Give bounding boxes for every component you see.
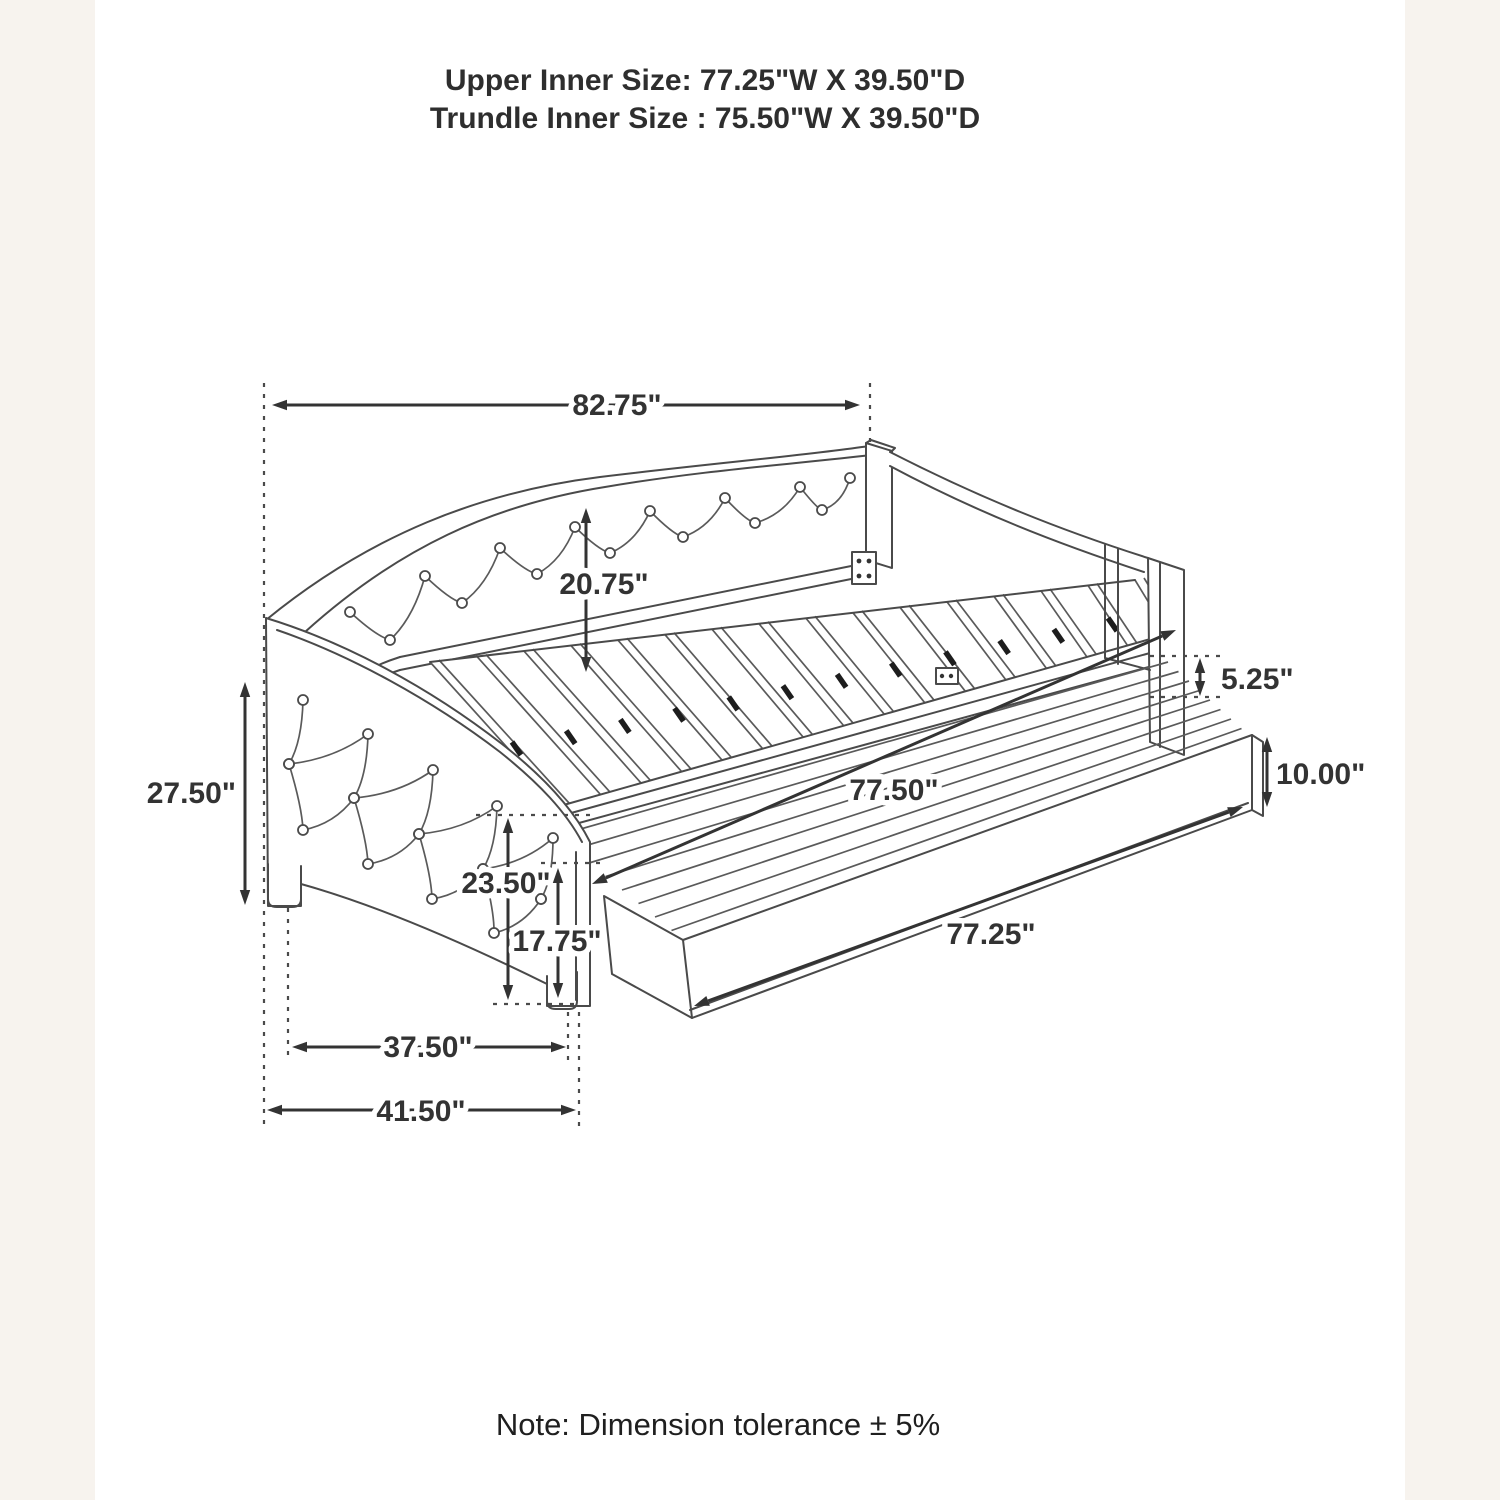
dimension-arm-depth bbox=[292, 1031, 566, 1064]
dim-label-overall-depth: 41.50" bbox=[376, 1095, 466, 1128]
dim-label-arm-front-height: 23.50" bbox=[461, 867, 551, 900]
dim-label-trundle-height: 10.00" bbox=[1276, 758, 1366, 791]
dim-label-arm-front-lower-height: 17.75" bbox=[512, 925, 602, 958]
dim-label-back-height: 20.75" bbox=[559, 568, 649, 601]
dimension-trundle-height bbox=[1262, 737, 1365, 807]
dim-label-overall-width: 82.75" bbox=[572, 389, 662, 422]
tolerance-note: Note: Dimension tolerance ± 5% bbox=[495, 1407, 941, 1442]
dim-label-arm-depth: 37.50" bbox=[383, 1031, 473, 1064]
bracket-plate bbox=[852, 552, 876, 584]
dim-label-inner-width: 77.50" bbox=[849, 774, 939, 807]
dimension-side-height bbox=[147, 682, 250, 905]
dimension-overall-depth bbox=[267, 1095, 576, 1128]
center-support-bracket bbox=[936, 668, 958, 684]
upper-inner-size: Upper Inner Size: 77.25"W X 39.50"D bbox=[444, 64, 966, 97]
dim-label-trundle-width: 77.25" bbox=[946, 918, 1036, 951]
dim-label-rail-height: 5.25" bbox=[1221, 663, 1294, 696]
dim-label-side-height: 27.50" bbox=[146, 777, 236, 810]
dimension-overall-width bbox=[272, 389, 860, 422]
dimension-rail-height bbox=[1195, 658, 1294, 696]
trundle-inner-size: Trundle Inner Size : 75.50"W X 39.50"D bbox=[429, 102, 981, 135]
